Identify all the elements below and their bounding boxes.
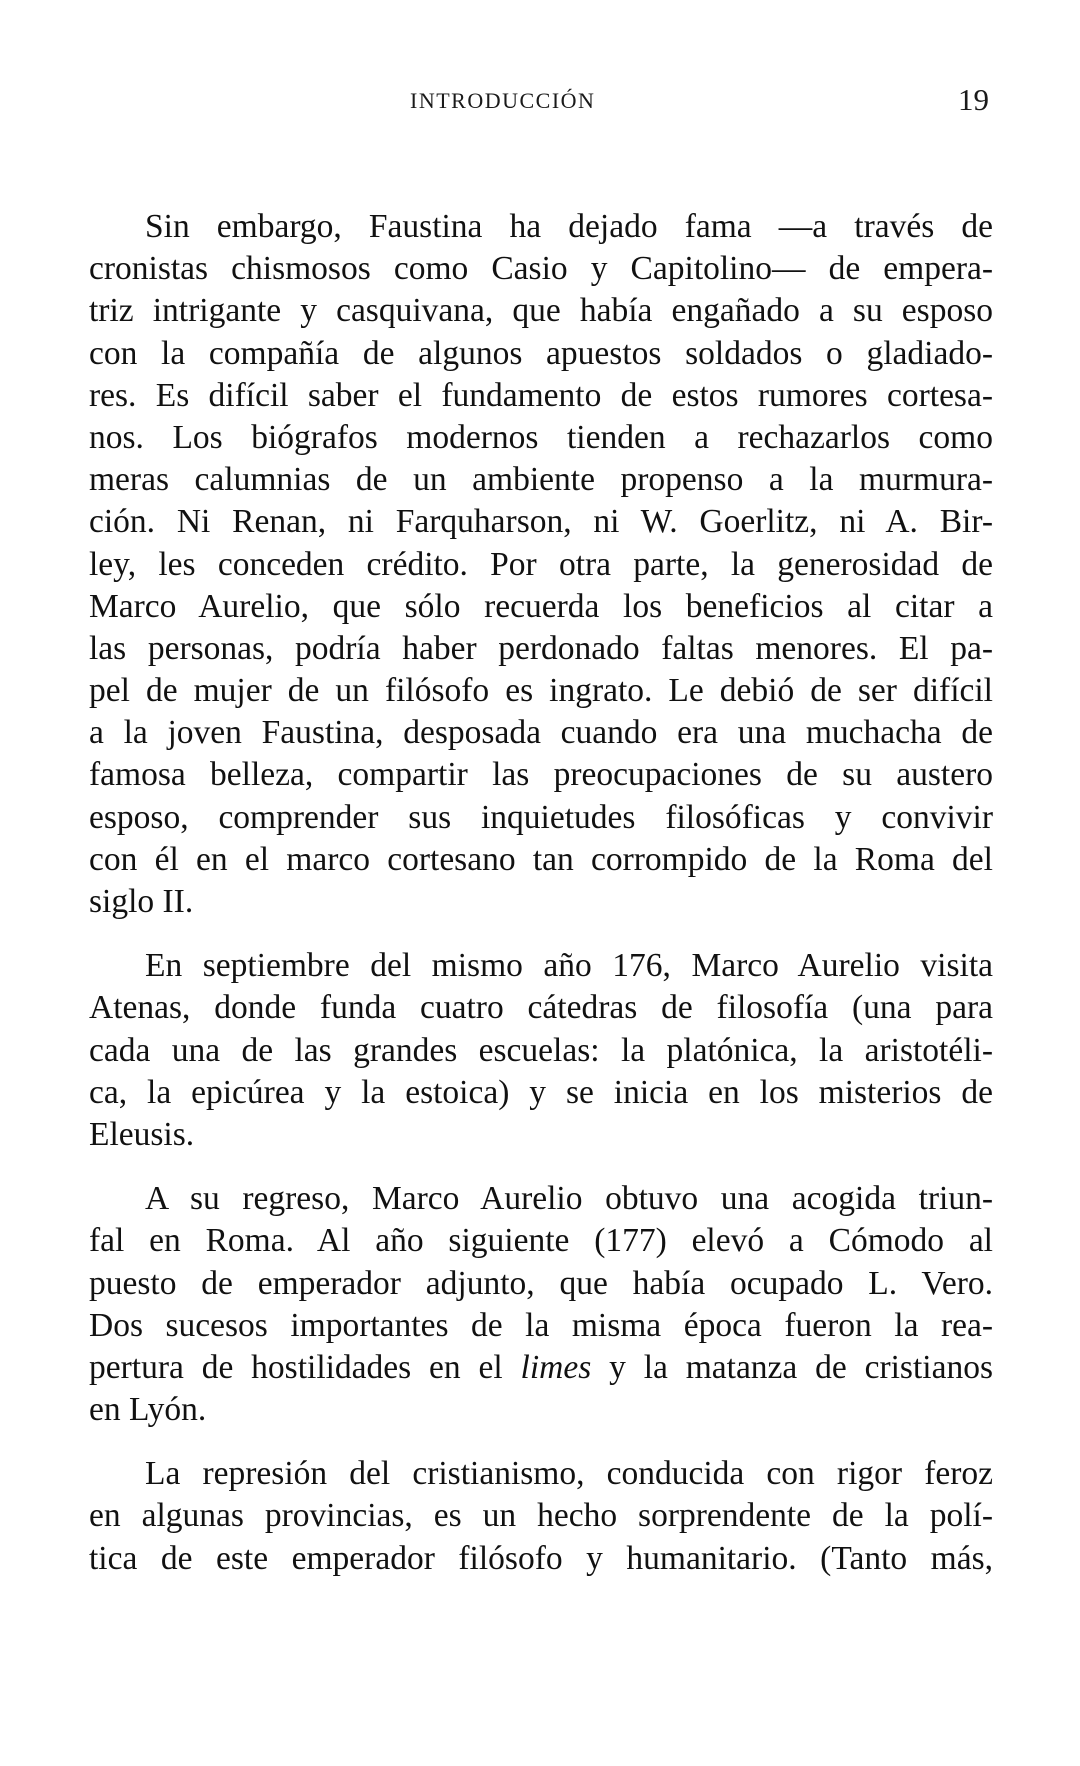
- text-line: en Lyón.: [89, 1391, 207, 1429]
- text-line: En septiembre del mismo año 176, Marco Aurelio visita: [145, 947, 993, 985]
- text-line-with-italic: [89, 1347, 993, 1389]
- text-line: Dos sucesos importantes de la misma época fueron la rea-: [89, 1306, 993, 1344]
- text-line: las personas, podría haber perdonado faltas menores. El pa-: [89, 629, 993, 667]
- text-line: ley, les conceden crédito. Por otra parte, la generosidad de: [89, 545, 993, 583]
- text-segment: y la matanza de cristianos: [609, 1348, 993, 1386]
- text-line: en algunas provincias, es un hecho sorprendente de la polí-: [89, 1497, 993, 1535]
- text-line: cronistas chismosos como Casio y Capitolino— de empera-: [89, 250, 993, 288]
- page-number: 19: [958, 82, 989, 117]
- paragraph-faustina: [89, 206, 993, 923]
- text-line: Eleusis.: [89, 1115, 195, 1153]
- text-line: tica de este emperador filósofo y humanitario. (Tanto más,: [89, 1539, 993, 1577]
- paragraph-spacer: [89, 1431, 993, 1453]
- text-line: con la compañía de algunos apuestos soldados o gladiado-: [89, 334, 993, 372]
- text-line: puesto de emperador adjunto, que había ocupado L. Vero.: [89, 1264, 993, 1302]
- text-line: A su regreso, Marco Aurelio obtuvo una acogida triun-: [145, 1180, 993, 1218]
- text-line: con él en el marco cortesano tan corrompido de la Roma del: [89, 840, 993, 878]
- running-title: INTRODUCCIÓN: [410, 88, 596, 113]
- text-line: Marco Aurelio, que sólo recuerda los beneficios al citar a: [89, 587, 993, 625]
- italic-term-limes: limes: [520, 1348, 592, 1386]
- running-head: [0, 82, 1080, 122]
- paragraph-atenas: [89, 945, 993, 1156]
- text-line: esposo, comprender sus inquietudes filosóficas y convivir: [89, 798, 993, 836]
- text-line: nos. Los biógrafos modernos tienden a rechazarlos como: [89, 418, 993, 456]
- paragraph-spacer: [89, 1156, 993, 1178]
- text-line: fal en Roma. Al año siguiente (177) elevó a Cómodo al: [89, 1222, 993, 1260]
- text-segment: pertura de hostilidades en el: [89, 1348, 503, 1386]
- text-line: a la joven Faustina, desposada cuando era una muchacha de: [89, 714, 993, 752]
- body-text: [89, 206, 993, 1580]
- text-line: Atenas, donde funda cuatro cátedras de filosofía (una para: [89, 989, 993, 1027]
- paragraph-represion: [89, 1453, 993, 1580]
- text-line: ción. Ni Renan, ni Farquharson, ni W. Goerlitz, ni A. Bir-: [89, 503, 993, 541]
- text-line: ca, la epicúrea y la estoica) y se inicia en los misterios de: [89, 1073, 993, 1111]
- text-line: triz intrigante y casquivana, que había engañado a su esposo: [89, 292, 993, 330]
- text-line: La represión del cristianismo, conducida con rigor feroz: [145, 1455, 993, 1493]
- paragraph-regreso: [89, 1178, 993, 1431]
- text-line: siglo II.: [89, 883, 194, 920]
- text-line: cada una de las grandes escuelas: la platónica, la aristotéli-: [89, 1031, 993, 1069]
- text-line: famosa belleza, compartir las preocupaciones de su austero: [89, 756, 993, 794]
- paragraph-spacer: [89, 923, 993, 945]
- text-line: pel de mujer de un filósofo es ingrato. Le debió de ser difícil: [89, 672, 993, 710]
- text-line: meras calumnias de un ambiente propenso a la murmura-: [89, 461, 993, 499]
- text-line: Sin embargo, Faustina ha dejado fama —a través de: [145, 208, 993, 245]
- text-line: res. Es difícil saber el fundamento de estos rumores cortesa-: [89, 376, 993, 414]
